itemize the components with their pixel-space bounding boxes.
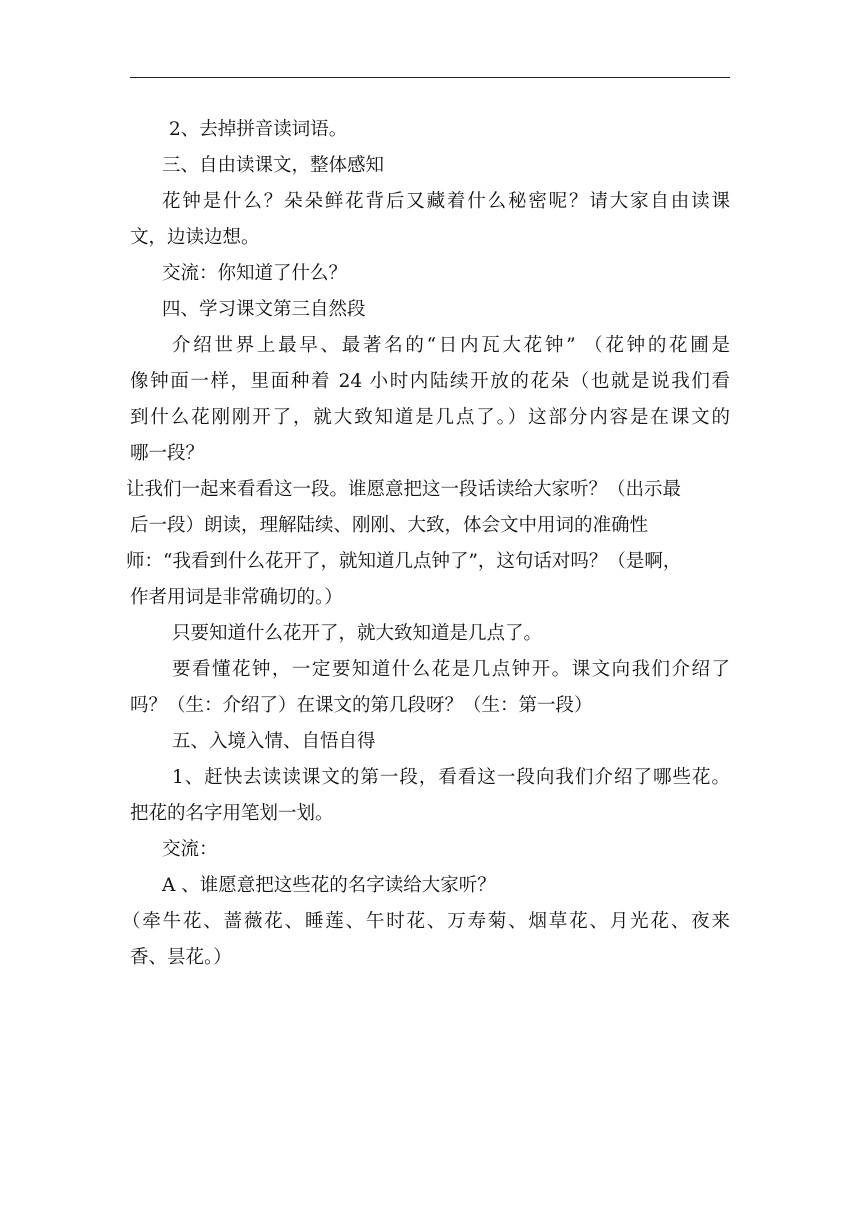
text-line: 文，边读边想。: [130, 227, 260, 248]
text-line: 后一段）朗读，理解陆续、刚刚、大致，体会文中用词的准确性: [130, 515, 649, 536]
text-line: A 、谁愿意把这些花的名字读给大家听？: [162, 875, 496, 896]
text-line: 哪一段？: [130, 443, 205, 464]
text-line: 吗？（生：介绍了）在课文的第几段呀？（生：第一段）: [130, 695, 593, 716]
header-rule: [130, 77, 730, 78]
text-line: 交流：: [162, 839, 218, 860]
document-body: [122, 112, 730, 976]
text-line: 香、昙花。）: [130, 947, 232, 968]
text-line: 2、去掉拼音读词语。: [169, 119, 348, 140]
section-heading: 三、自由读课文，整体感知: [162, 155, 385, 176]
section-heading: 五、入境入情、自悟自得: [172, 731, 376, 752]
section-heading: 四、学习课文第三自然段: [162, 299, 366, 320]
text-line: 作者用词是非常确切的。）: [130, 587, 343, 608]
text-line: 像钟面一样，里面种着 24 小时内陆续开放的花朵（也就是说我们看: [130, 371, 730, 392]
text-line: 把花的名字用笔划一划。: [130, 803, 334, 824]
text-line: 让我们一起来看看这一段。谁愿意把这一段话读给大家听？（出示最: [126, 479, 682, 500]
text-line: 交流：你知道了什么？: [162, 263, 348, 284]
text-line: 介绍世界上最早、最著名的“日内瓦大花钟” （花钟的花圃是: [172, 335, 730, 356]
text-line: 师：“我看到什么花开了，就知道几点钟了”，这句话对吗？（是啊，: [126, 551, 682, 572]
text-line: 花钟是什么？朵朵鲜花背后又藏着什么秘密呢？请大家自由读课: [162, 191, 730, 212]
text-line: 只要知道什么花开了，就大致知道是几点了。: [172, 623, 543, 644]
text-line: 到什么花刚刚开了，就大致知道是几点了。）这部分内容是在课文的: [130, 407, 730, 428]
text-line: 1、赶快去读读课文的第一段，看看这一段向我们介绍了哪些花。: [172, 767, 730, 788]
text-line: （牵牛花、蔷薇花、睡莲、午时花、万寿菊、烟草花、月光花、夜来: [122, 911, 730, 932]
text-line: 要看懂花钟，一定要知道什么花是几点钟开。课文向我们介绍了: [172, 659, 730, 680]
